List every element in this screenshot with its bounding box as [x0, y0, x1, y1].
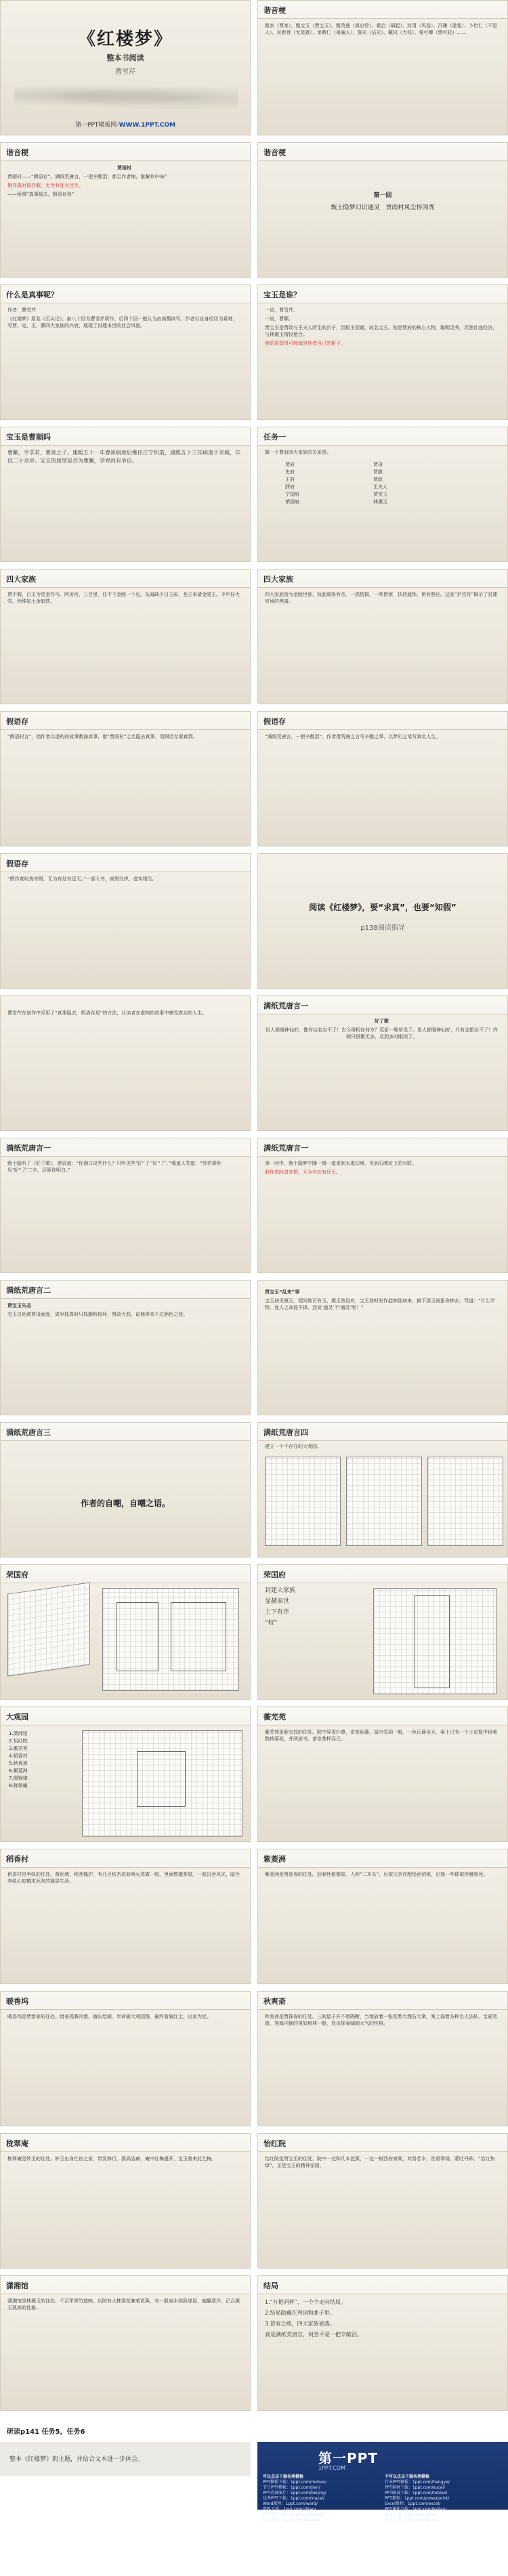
slide-ending — [257, 2275, 508, 2411]
ad-link[interactable]: PPT课件下载：1ppt.com/kejian/ — [263, 2512, 325, 2517]
slide-title: 稻香村 — [6, 1855, 28, 1864]
mansion-isometric-image — [7, 1582, 90, 1676]
footer-url: WWW.1PPT.COM — [119, 122, 175, 129]
slide-title: 假语存 — [6, 717, 28, 726]
slide-title: 宝玉是谁？ — [263, 291, 301, 299]
slide-title — [0, 0, 251, 135]
slide-xiaoxiang — [0, 2275, 251, 2411]
slide-line: 2.结局隐藏在判词和曲子里。 — [265, 2310, 335, 2316]
mansion-plan-image — [373, 1588, 496, 1694]
slide-title: 满纸荒唐言四 — [263, 1428, 308, 1437]
slide-bar — [258, 1, 507, 19]
footer-prefix: 第一PPT模板网- — [75, 122, 119, 129]
slide-paragraph: 真是满纸荒唐言，何尝不是一把辛酸泪。 — [265, 2332, 362, 2338]
list-item: 7.缀锦楼 — [9, 1776, 28, 1781]
task-banner — [0, 2418, 508, 2442]
slide-bar — [258, 2276, 507, 2294]
list-item: 宁国府 — [285, 492, 299, 497]
slide-title: 蘅芜苑 — [263, 1713, 286, 1721]
slide-title: 四大家族 — [263, 575, 293, 584]
slide-title: 大观园 — [6, 1713, 28, 1721]
ad-link-col — [385, 2474, 500, 2523]
slide-bar — [258, 1707, 507, 1725]
slide-body — [7, 1871, 241, 1887]
slide-title: 谐音梗 — [263, 6, 286, 15]
slide-bar — [1, 854, 250, 872]
list-item: 1.潇湘馆 — [9, 1731, 28, 1736]
slide-paragraph: “假作真时真亦假，无为有处有还无。”一部大书，真假交织，虚实相生。 — [7, 876, 157, 882]
slide-title: 怡红院 — [263, 2139, 286, 2148]
slide-body — [7, 2155, 241, 2164]
poem-title: 贾雨村 — [117, 165, 131, 171]
book-author: 曹雪芹 — [115, 68, 135, 76]
highlight-text: 假作真时真亦假，无为有处有还无。 — [265, 1169, 341, 1175]
slide-title: 满纸荒唐言三 — [6, 1428, 51, 1437]
list-item: 薛府 — [285, 484, 295, 490]
slide-bar — [1, 712, 250, 730]
slide-body — [265, 1018, 499, 1042]
ad-link[interactable]: PPT模板下载：1ppt.com/moban/ — [263, 2480, 327, 2485]
slide-title: 什么是真事呢？ — [6, 291, 58, 299]
slide-method — [0, 995, 251, 1131]
slide-body — [265, 1160, 499, 1178]
slide-line: 显赫家世 — [265, 1598, 290, 1605]
slide-paragraph: 第一回中，甄士隐梦中随一僧一道来到太虚幻境，见到石牌坊上的对联。 — [265, 1161, 417, 1166]
slide-title: 秋爽斋 — [263, 1997, 286, 2006]
slide-body — [265, 2298, 499, 2341]
list-item: 王府 — [285, 477, 295, 482]
slide-line: 上下有序 — [265, 1609, 290, 1616]
slide-paragraph: 栊翠庵是妙玉的住处。妙玉出身仕宦之家，带发修行，孤高洁癖，庵中红梅盛开，宝玉曾来此乞梅。 — [7, 2156, 216, 2162]
ad-link[interactable]: PPT背景图片：1ppt.com/beijing/ — [263, 2491, 326, 2495]
slide-bar — [258, 143, 507, 161]
slide-paragraph: 曹颙，字孚若，曹寅之子。康熙五十一年曹寅病故后继任江宁织造，康熙五十三年病逝于京城，年仅二十余岁。宝玉的原型是否为曹颙，学界尚有争论。 — [7, 450, 240, 464]
slide-line: 一说，曹颙。 — [265, 316, 293, 322]
slide-bar — [1, 1992, 250, 2010]
slide-body — [7, 876, 241, 884]
slide-paragraph: 《红楼梦》原名《石头记》，前八十回为曹雪芹所作，后四十回一般认为由高鹗续写。作者以自身经历为素材，写贾、史、王、薛四大家族的兴衰，展现了封建末世的社会风貌。 — [7, 316, 238, 328]
slide-body — [265, 591, 499, 607]
highlight-text: 他的原型很可能就是作者自己的影子。 — [265, 341, 345, 346]
list-item: 5.秋爽斋 — [9, 1761, 28, 1766]
ad-link[interactable]: 资料下载：1ppt.com/ziliao/ — [263, 2507, 316, 2512]
slide-title: 任务一 — [263, 433, 286, 442]
slide-bar — [1, 1707, 250, 1725]
note-text: 整本《红楼梦》的主题，并结合文本进一步体会。 — [9, 2456, 144, 2463]
slide-title: 假语存 — [6, 859, 28, 868]
garden-plan-image — [265, 1457, 341, 1546]
slide-jiayucun-1 — [0, 711, 251, 846]
slide-reading-guide — [257, 853, 508, 989]
ad-link[interactable]: Excel教程：1ppt.com/excel/ — [385, 2502, 441, 2506]
ad-link[interactable]: PPT课件下载：1ppt.com/kejian/ — [385, 2507, 447, 2512]
slide-title: 满纸荒唐言一 — [6, 1144, 51, 1153]
author-line: 作者：曹雪芹 — [7, 307, 36, 313]
slide-what-is-truth — [0, 284, 251, 420]
slide-yihong — [257, 2133, 508, 2269]
list-item: 贾赦 — [373, 469, 383, 475]
slide-bar — [1, 1849, 250, 1868]
slide-body — [265, 307, 499, 349]
plan-block — [137, 1751, 186, 1807]
slide-grand-view-garden — [0, 1706, 251, 1842]
slide-daoxiang — [0, 1849, 251, 1984]
slide-paragraph: “假语村言”，指作者以虚构的故事敷演真事，借“贾雨村”之名隐去真事，用假话存留真情。 — [7, 734, 198, 739]
task-prompt: 做一个曹府四大家族的关系图。 — [265, 450, 331, 455]
slide-ziling — [257, 1849, 508, 1984]
self-mockery-line: 作者的自嘲，自嘲之语。 — [80, 1499, 170, 1508]
slide-xieyin-2 — [0, 142, 251, 278]
list-item: 贾宝玉 — [373, 492, 387, 497]
slide-rongguo-2 — [257, 1564, 508, 1700]
slide-line: 3.贾府之败，四大家族衰落。 — [265, 2321, 335, 2327]
slide-bar — [1, 2134, 250, 2152]
list-item: 2.怡红院 — [9, 1738, 28, 1744]
mansion-plan-image — [102, 1588, 239, 1691]
slide-paragraph: 甄士隐听了《好了歌》，便说道：“你满口说些什么？只听见些‘好’‘了’‘好’‘了’。”那道人笑道：“你若果听见‘好’‘了’二字，还算你明白。” — [7, 1161, 221, 1173]
slide-title: 宝玉是曹顺吗 — [6, 433, 51, 442]
poem-body: 世人都晓神仙好，惟有功名忘不了！古今将相在何方？荒冢一堆草没了。世人都晓神仙好，只有金银忘不了！终朝只恨聚无多，及到多时眼闭了。 — [266, 1027, 498, 1039]
slide-body — [7, 733, 241, 742]
slide-body — [265, 22, 499, 38]
slide-absurd-one-1 — [257, 995, 508, 1131]
slide-title: 紫菱洲 — [263, 1855, 286, 1864]
slide-paragraph: 四大家族皆为金陵世族，彼此联络有亲，一损皆损，一荣皆荣，扶持遮饰，俱有照应。这张“护官符”揭示了封建官场的黑暗。 — [265, 592, 498, 604]
slide-task-one — [257, 427, 508, 562]
slide-body — [7, 1160, 241, 1176]
slide-body — [265, 2013, 499, 2029]
note-box — [0, 2442, 251, 2476]
slide-absurd-four — [257, 1422, 508, 1558]
slide-four-families-1 — [0, 569, 251, 704]
slide-title: 结局 — [263, 2281, 278, 2290]
slide-body — [7, 2013, 241, 2022]
plan-block — [171, 1602, 226, 1671]
list-item: 3.蘅芜苑 — [9, 1746, 28, 1751]
family-list — [373, 461, 387, 506]
slide-line: 1.“万艳同杯”，一个个走向结局。 — [265, 2299, 346, 2305]
slide-xieyin-1 — [257, 0, 508, 135]
slide-body — [7, 591, 241, 607]
slide-body — [7, 449, 241, 467]
guide-subheading: p138阅读指导 — [360, 924, 405, 932]
slide-title: 四大家族 — [6, 575, 36, 584]
slide-paragraph: 稻香村是李纨的住处。黄泥墙，稻茎掩护，有几百枝杏花如喷火蒸霞一般，里面数楹茅屋，一派田舍风光，暗合李纨心如槁木死灰的寡居生活。 — [7, 1872, 240, 1884]
list-item: 8.栊翠庵 — [9, 1783, 28, 1788]
ad-link[interactable]: PPT图表下载：1ppt.com/tubiao/ — [385, 2491, 448, 2495]
ad-link[interactable]: PPT素材下载：1ppt.com/sucai/ — [385, 2485, 446, 2490]
ad-link[interactable]: 试卷下载：1ppt.com/shiti/ — [385, 2512, 436, 2517]
list-item: 贾府 — [285, 462, 295, 467]
slide-line: “权” — [265, 1620, 278, 1627]
slide-bar — [258, 1565, 507, 1583]
garden-plan-image — [346, 1457, 422, 1546]
slide-bar — [258, 1992, 507, 2010]
slide-title: 谐音梗 — [263, 148, 286, 157]
garden-plan-image — [82, 1730, 242, 1837]
slide-body — [7, 2298, 241, 2313]
slide-bar — [258, 1849, 507, 1868]
slide-subtitle: 贾宝玉“乱来”事 — [265, 1289, 300, 1295]
slide-title: 满纸荒唐言一 — [263, 1002, 308, 1010]
slide-bar — [258, 427, 507, 446]
ad-link[interactable]: 教案下载：1ppt.com/jiaoan/ — [385, 2518, 440, 2523]
ad-col-title: 可以点击下载各类模板 — [263, 2474, 304, 2479]
poem-title: 好了歌 — [375, 1018, 389, 1024]
slide-longcui — [0, 2133, 251, 2269]
slide-bar — [1, 143, 250, 161]
slide-absurd-two — [0, 1280, 251, 1415]
bottom-section — [0, 2418, 508, 2576]
slide-baoyu-tantrum — [257, 1280, 508, 1415]
plan-block — [415, 1595, 450, 1688]
slide-body — [265, 733, 499, 742]
slide-paragraph: 甄家（贾家）、甄宝玉（贾宝玉）、甄英莲（真应怜）、霍启（祸起）、封肃（风俗）、冯渊（逢冤）、卜世仁（不是人）、吴新登（无星戥）、单聘仁（善骗人）、詹光（沾光）、戴权（大权）、秦可卿（情可轻）…… — [265, 23, 497, 35]
slide-paragraph: 怡红院是贾宝玉的住处，院中一边种几本芭蕉，一边一树西府海棠，其势若伞，丝垂翠缕，葩吐丹砂。“怡红快绿”，正是宝玉的精神家园。 — [265, 2156, 495, 2168]
list-item: 贾政 — [373, 477, 383, 482]
slide-body — [7, 307, 241, 331]
slide-jiayucun-3 — [0, 853, 251, 989]
list-item: 4.稻香村 — [9, 1753, 28, 1759]
slide-absurd-three — [0, 1422, 251, 1558]
ad-logo: 第一PPT — [318, 2450, 378, 2466]
slide-title: 暖香坞 — [6, 1997, 28, 2006]
ad-link[interactable]: 行业PPT模板：1ppt.com/hangye/ — [385, 2480, 450, 2485]
ad-col-title: 不可以点击下载各类模板 — [385, 2474, 430, 2479]
slide-title: 谐音梗 — [6, 148, 28, 157]
slide-paragraph: “满纸荒唐言，一把辛酸泪”，作者借荒唐之言写辛酸之事，以梦幻之笔写真实人生。 — [265, 734, 441, 739]
slide-baoyu-caoyong — [0, 427, 251, 562]
slide-title: 假语存 — [263, 717, 286, 726]
slide-paragraph: 贾雨村——“假语存”。满纸荒唐言，一把辛酸泪；都云作者痴，谁解其中味？ — [7, 174, 169, 179]
slide-nuanxiang — [0, 1991, 251, 2126]
ad-site: 1PPT.COM — [318, 2465, 346, 2471]
slide-rongguo-1 — [0, 1564, 251, 1700]
slide-title: 满纸荒唐言一 — [263, 1144, 308, 1153]
slide-body — [7, 1302, 241, 1320]
slide-who-is-baoyu — [257, 284, 508, 420]
list-item: 6.紫菱洲 — [9, 1768, 28, 1774]
guide-heading: 阅读《红楼梦》，要“求真”，也要“知假” — [309, 903, 457, 912]
list-item: 王夫人 — [373, 484, 387, 490]
slide-paragraph: 秋爽斋是贾探春的住处。三间屋子并不曾隔断，当地放着一张花梨大理石大案，案上磊着各种名人法帖，宝砚笔筒，笔海内插的笔如树林一般，显出探春阔朗大气的性格。 — [265, 2014, 497, 2026]
slide-line: 一说，曹雪芹。 — [265, 307, 298, 313]
slide-body — [265, 1443, 499, 1452]
slide-title: 满纸荒唐言二 — [6, 1286, 51, 1295]
ink-brush-decoration — [14, 82, 238, 109]
slide-body — [7, 165, 241, 200]
slide-bar — [258, 570, 507, 588]
slide-body — [265, 1289, 499, 1313]
garden-plan-image — [427, 1457, 503, 1546]
slide-paragraph: 贾不假，白玉为堂金作马。阿房宫，三百里，住不下金陵一个史。东海缺少白玉床，龙王来请金陵王。丰年好大雪，珍珠如土金如铁。 — [7, 592, 240, 604]
slide-body — [7, 1010, 241, 1018]
slide-title: 潇湘馆 — [6, 2281, 28, 2290]
slide-xieyin-3 — [257, 142, 508, 278]
list-item: 史府 — [285, 469, 295, 475]
slide-paragraph: 贾宝玉是贾政与王夫人所生的次子，因衔玉而诞，故名宝玉。他是贾府的核心人物，聪明灵秀，厌恶仕途经济，与林黛玉情投意合。 — [265, 325, 497, 337]
ad-link[interactable]: PPT教程：1ppt.com/powerpoint/ — [385, 2496, 450, 2501]
slide-body — [265, 2155, 499, 2171]
highlight-text: 假作真时真亦假，无为有处有还无。 — [7, 183, 83, 188]
slide-paragraph: 曹雪芹在创作中采用了“真事隐去，假语存焉”的方法，让读者在虚构的故事中感受真实的人生。 — [7, 1010, 207, 1016]
ad-link[interactable]: 节日PPT模板：1ppt.com/jieri/ — [263, 2485, 320, 2490]
slide-subtitle: 贾宝玉失态 — [7, 1303, 31, 1308]
slide-bar — [1, 1565, 250, 1583]
slide-paragraph: 潇湘馆是林黛玉的住处。千百竿翠竹遮映，后院有大株梨花兼着芭蕉，有一股泉水绕阶缘屋，幽静清冷，正合黛玉孤高的性格。 — [7, 2298, 240, 2311]
slide-body — [265, 1871, 499, 1880]
slide-absurd-one-3 — [257, 1138, 508, 1273]
chapter-heading: 甄士隐梦幻识通灵 贾雨村风尘怀闺秀 — [331, 205, 435, 211]
slide-paragraph: 紫菱洲是贾迎春的住处。迎春性格懦弱，人称“二木头”，后被父亲许配给孙绍祖，出嫁一年即被折磨致死。 — [265, 1872, 488, 1877]
book-title: 《红楼梦》 — [77, 29, 173, 49]
ppt-footer — [1, 120, 250, 129]
task-text: 研读p141 任务5，任务6 — [7, 2428, 85, 2436]
slide-absurd-one-2 — [0, 1138, 251, 1273]
slide-title: 荣国府 — [6, 1570, 28, 1579]
ad-link[interactable]: 优秀PPT下载：1ppt.com/xiazai/ — [263, 2496, 324, 2501]
slide-paragraph: 宝玉自幼被贾母溺爱，周岁抓周时只抓脂粉钗环，贾政大怒，说他将来不过酒色之徒。 — [7, 1312, 188, 1317]
ad-link-col — [263, 2474, 378, 2523]
slide-bar — [1, 570, 250, 588]
ppt-ad-panel[interactable] — [257, 2442, 508, 2523]
slide-body — [265, 1729, 499, 1744]
slide-paragraph: 宝玉初见黛玉，便问她可有玉，黛玉答没有，宝玉登时发作起痴狂病来，摘下那玉就狠命摔去，骂道：“什么罕物，连人之高低不择，还说‘通灵’不‘通灵’呢！” — [265, 1298, 495, 1310]
slide-title: 栊翠庵 — [6, 2139, 28, 2148]
slide-paragraph: ——所谓“真事隐去，假语存焉” — [7, 192, 75, 197]
plan-block — [117, 1602, 158, 1671]
slide-jiayucun-2 — [257, 711, 508, 846]
caption: 建立一个不存在的大观园。 — [265, 1444, 322, 1449]
book-subtitle: 整本书阅读 — [106, 53, 144, 62]
list-item: 贾母 — [373, 462, 383, 467]
slide-title: 荣国府 — [263, 1570, 286, 1579]
slide-qiushuang — [257, 1991, 508, 2126]
slide-paragraph: 蘅芜苑是薛宝钗的住处。院中异香扑鼻，奇草仙藤，屋内雪洞一般，一色玩器全无，案上只有一个土定瓶中供着数枝菊花，并两部书、茶奁茶杯而已。 — [265, 1730, 497, 1742]
slide-body — [265, 449, 499, 458]
slide-bar — [258, 2134, 507, 2152]
slide-paragraph: 暖香坞是贾惜春的住处。惜春孤僻冷漠，擅长绘画，奉命画大观园图，最终看破红尘，出家为尼。 — [7, 2014, 211, 2019]
family-list — [285, 461, 299, 506]
ad-link[interactable]: 范文下载：1ppt.com/fanwen/ — [263, 2518, 320, 2523]
slide-bar — [1, 2276, 250, 2294]
ad-link[interactable]: Word教程：1ppt.com/word/ — [263, 2502, 318, 2506]
list-item: 荣国府 — [285, 499, 299, 505]
slide-bar — [258, 712, 507, 730]
list-item: 林黛玉 — [373, 499, 387, 505]
garden-list — [9, 1730, 28, 1790]
slide-hengwu — [257, 1706, 508, 1842]
slide-line: 封建大家族 — [265, 1587, 296, 1594]
chapter-label: 第一回 — [373, 192, 392, 199]
slide-four-families-2 — [257, 569, 508, 704]
